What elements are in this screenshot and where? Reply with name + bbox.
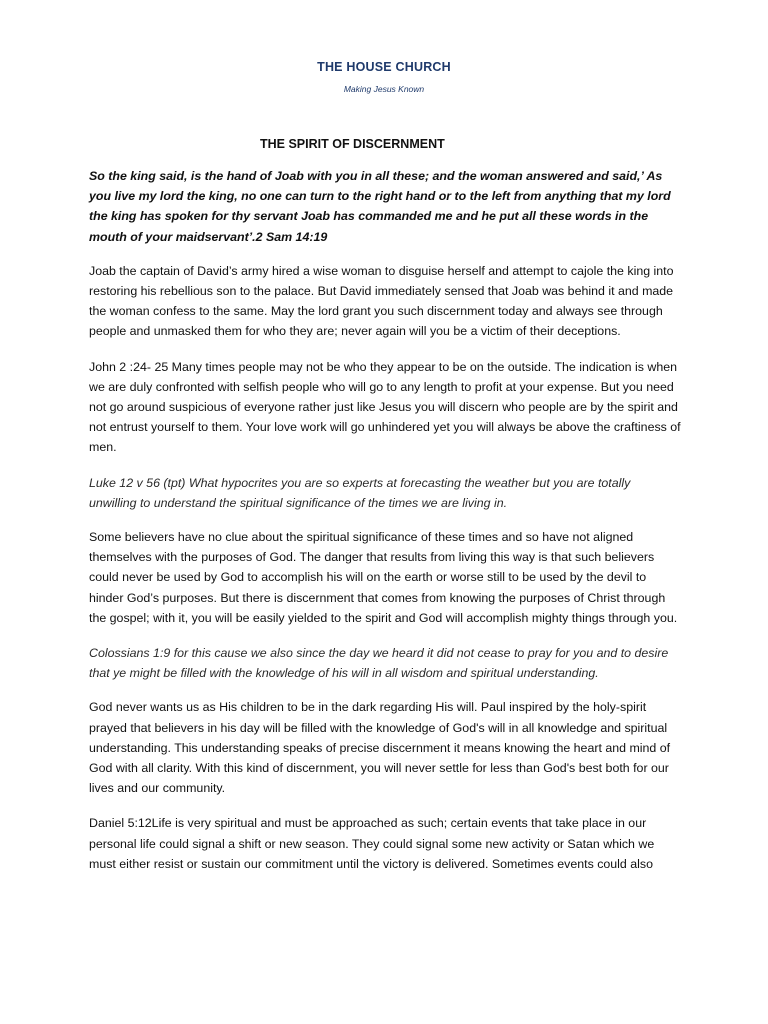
scripture-quote-paragraph: Colossians 1:9 for this cause we also since the day we heard it did not cease to pray for you and to desire that ye might be filled with the knowledge of his will in all wisdom and spiritual understanding. (89, 646, 669, 681)
scripture-quote-paragraph: Luke 12 v 56 (tpt) What hypocrites you are so experts at forecasting the weather but you are totally unwilling to understand the spiritual significance of the times we are living in. (89, 475, 631, 510)
body-paragraph: Daniel 5:12Life is very spiritual and must be approached as such; certain events that take place in our personal life could signal a shift or new season. They could signal some new activity or Satan which we must either resist or sustain our commitment until the victory is delivered. Sometimes events could also (89, 816, 655, 871)
body-paragraph: God never wants us as His children to be in the dark regarding His will. Paul inspired by the holy-spirit prayed that believers in his day will be filled with the knowledge of God's will in all knowledge and spiritual understanding. This understanding speaks of precise discernment it means knowing the heart and mind of God with all clarity. With this kind of discernment, you will never settle for less than God's best both for our lives and our community. (89, 700, 671, 796)
opening-scripture-paragraph: So the king said, is the hand of Joab with you in all these; and the woman answered and said,’ As you live my lord the king, no one can turn to the right hand or to the left from anything that my lord the king has spoken for thy servant Joab has commanded me and he put all these words in the mouth of your maidservant’.2 Sam 14:19 (89, 169, 671, 244)
body-paragraph: Joab the captain of David’s army hired a wise woman to disguise herself and attempt to cajole the king into restoring his rebellious son to the palace. But David immediately sensed that Joab was behind it and made the woman confess to the same. May the lord grant you such discernment today and always see through people and unmasked them for who they are; never again will you be a victim of their deceptions. (89, 263, 674, 339)
document-body (89, 166, 681, 874)
body-paragraph: John 2 :24- 25 Many times people may not be who they appear to be on the outside. The indication is when we are duly confronted with selfish people who will go to any length to profit at your expense. But you need not go around suspicious of everyone rather just like Jesus you will discern who people are by the spirit and not entrust yourself to them. Your love work will go unhindered yet you will always be above the craftiness of men. (89, 359, 681, 455)
church-tagline: Making Jesus Known (343, 84, 425, 94)
church-name: THE HOUSE CHURCH (317, 60, 451, 74)
body-paragraph: Some believers have no clue about the spiritual significance of these times and so have not aligned themselves with the purposes of God. The danger that results from living this way is that such believers could never be used by God to accomplish his will on the earth or worse still to be used by the devil to hinder God’s purposes. But there is discernment that comes from knowing the purposes of Christ through the gospel; with it, you will be easily yielded to the spirit and God will accomplish mighty things through you. (89, 530, 678, 625)
document-title: THE SPIRIT OF DISCERNMENT (260, 137, 445, 151)
